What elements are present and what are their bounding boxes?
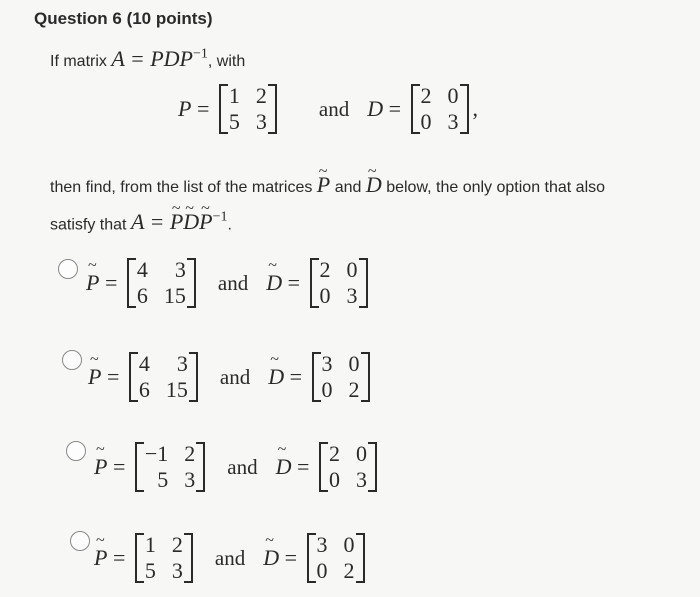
option-4-radio[interactable] [70, 531, 90, 551]
cell: 15 [165, 377, 188, 402]
cell: 0 [346, 257, 358, 282]
cell: 6 [136, 283, 148, 308]
cell: 2 [171, 532, 183, 557]
cell: 3 [184, 467, 196, 492]
middle-and: and [334, 179, 362, 196]
cell: −1 [144, 441, 169, 466]
cell: 0 [316, 558, 328, 583]
cell: 3 [176, 351, 188, 376]
p-tilde-label: ~ P = [94, 545, 131, 571]
and-text: and [214, 545, 246, 570]
option-2[interactable] [88, 352, 374, 402]
cell: 2 [255, 83, 267, 108]
matrix-d [411, 84, 469, 134]
question-intro [50, 46, 245, 72]
option-3-p-matrix [135, 442, 205, 492]
cell: 0 [447, 83, 459, 108]
given-matrices [178, 84, 478, 134]
d-tilde-label: ~ D = [268, 364, 307, 390]
question-middle: then find, from the list of the matrices ~ P and ~ D below, the only option that also satisfy that A = ~ P~ D~ $P^{-1}$. [50, 170, 670, 240]
cell: 0 [328, 467, 340, 492]
cell: 4 [138, 351, 150, 376]
p-tilde-label: ~ P = [88, 364, 125, 390]
option-1-d-matrix [310, 258, 368, 308]
cell: 0 [420, 109, 432, 134]
and-text: and [318, 96, 350, 121]
cell: 5 [157, 467, 169, 492]
option-1-p-matrix [127, 258, 196, 308]
option-2-radio[interactable] [62, 350, 82, 370]
cell: 2 [420, 83, 432, 108]
cell: 2 [328, 441, 340, 466]
cell: 0 [355, 441, 367, 466]
middle-line2: satisfy that [50, 216, 127, 234]
option-4-p-matrix [135, 533, 193, 583]
cell: 2 [348, 377, 360, 402]
option-4[interactable] [94, 533, 369, 583]
option-1-radio[interactable] [58, 259, 78, 279]
d-tilde-label: ~ D = [263, 545, 302, 571]
cell: 15 [163, 283, 186, 308]
cell: 5 [144, 558, 156, 583]
cell: 3 [316, 532, 328, 557]
d-tilde-label: ~ D = [266, 270, 305, 296]
cell: 3 [447, 109, 459, 134]
matrix-p [219, 84, 277, 134]
and-text: and [219, 364, 251, 389]
question-title: Question 6 (10 points) [34, 9, 213, 28]
cell: 3 [355, 467, 367, 492]
cell: 3 [171, 558, 183, 583]
middle-line1-end: below, the only option that also [386, 179, 606, 196]
d-tilde-symbol: ~ D [366, 172, 382, 197]
cell: 0 [319, 283, 331, 308]
option-3[interactable] [94, 442, 381, 492]
p-label: P = [178, 96, 215, 121]
cell: 3 [174, 257, 186, 282]
cell: 4 [136, 257, 148, 282]
intro-equation: $A = PDP^{-1}$ [111, 46, 208, 71]
option-2-p-matrix [129, 352, 198, 402]
cell: 3 [255, 109, 267, 134]
cell: 0 [348, 351, 360, 376]
and-text: and [227, 454, 258, 479]
cell: 1 [144, 532, 156, 557]
p-tilde-label: ~ P = [94, 454, 131, 480]
d-tilde-label: ~ D = [276, 454, 315, 480]
intro-suffix: , with [207, 53, 246, 70]
and-text: and [217, 270, 249, 295]
cell: 3 [321, 351, 333, 376]
cell: 2 [184, 441, 196, 466]
option-1[interactable] [86, 258, 372, 308]
cell: 6 [138, 377, 150, 402]
cell: 5 [228, 109, 240, 134]
intro-prefix: If matrix [50, 53, 107, 70]
cell: 3 [346, 283, 358, 308]
option-4-d-matrix [307, 533, 365, 583]
d-label: D = [367, 96, 407, 121]
option-3-radio[interactable] [66, 441, 86, 461]
option-3-d-matrix [319, 442, 377, 492]
cell: 2 [343, 558, 355, 583]
option-2-d-matrix [312, 352, 370, 402]
comma: , [472, 96, 479, 121]
p-tilde-label: ~ P = [86, 270, 123, 296]
target-equation: A = ~ P~ D~ $P^{-1}$ [131, 209, 228, 234]
cell: 0 [343, 532, 355, 557]
p-tilde-symbol: ~ P [317, 172, 330, 197]
cell: 2 [319, 257, 331, 282]
cell: 0 [321, 377, 333, 402]
cell: 1 [228, 83, 240, 108]
middle-line1: then find, from the list of the matrices [50, 179, 313, 196]
